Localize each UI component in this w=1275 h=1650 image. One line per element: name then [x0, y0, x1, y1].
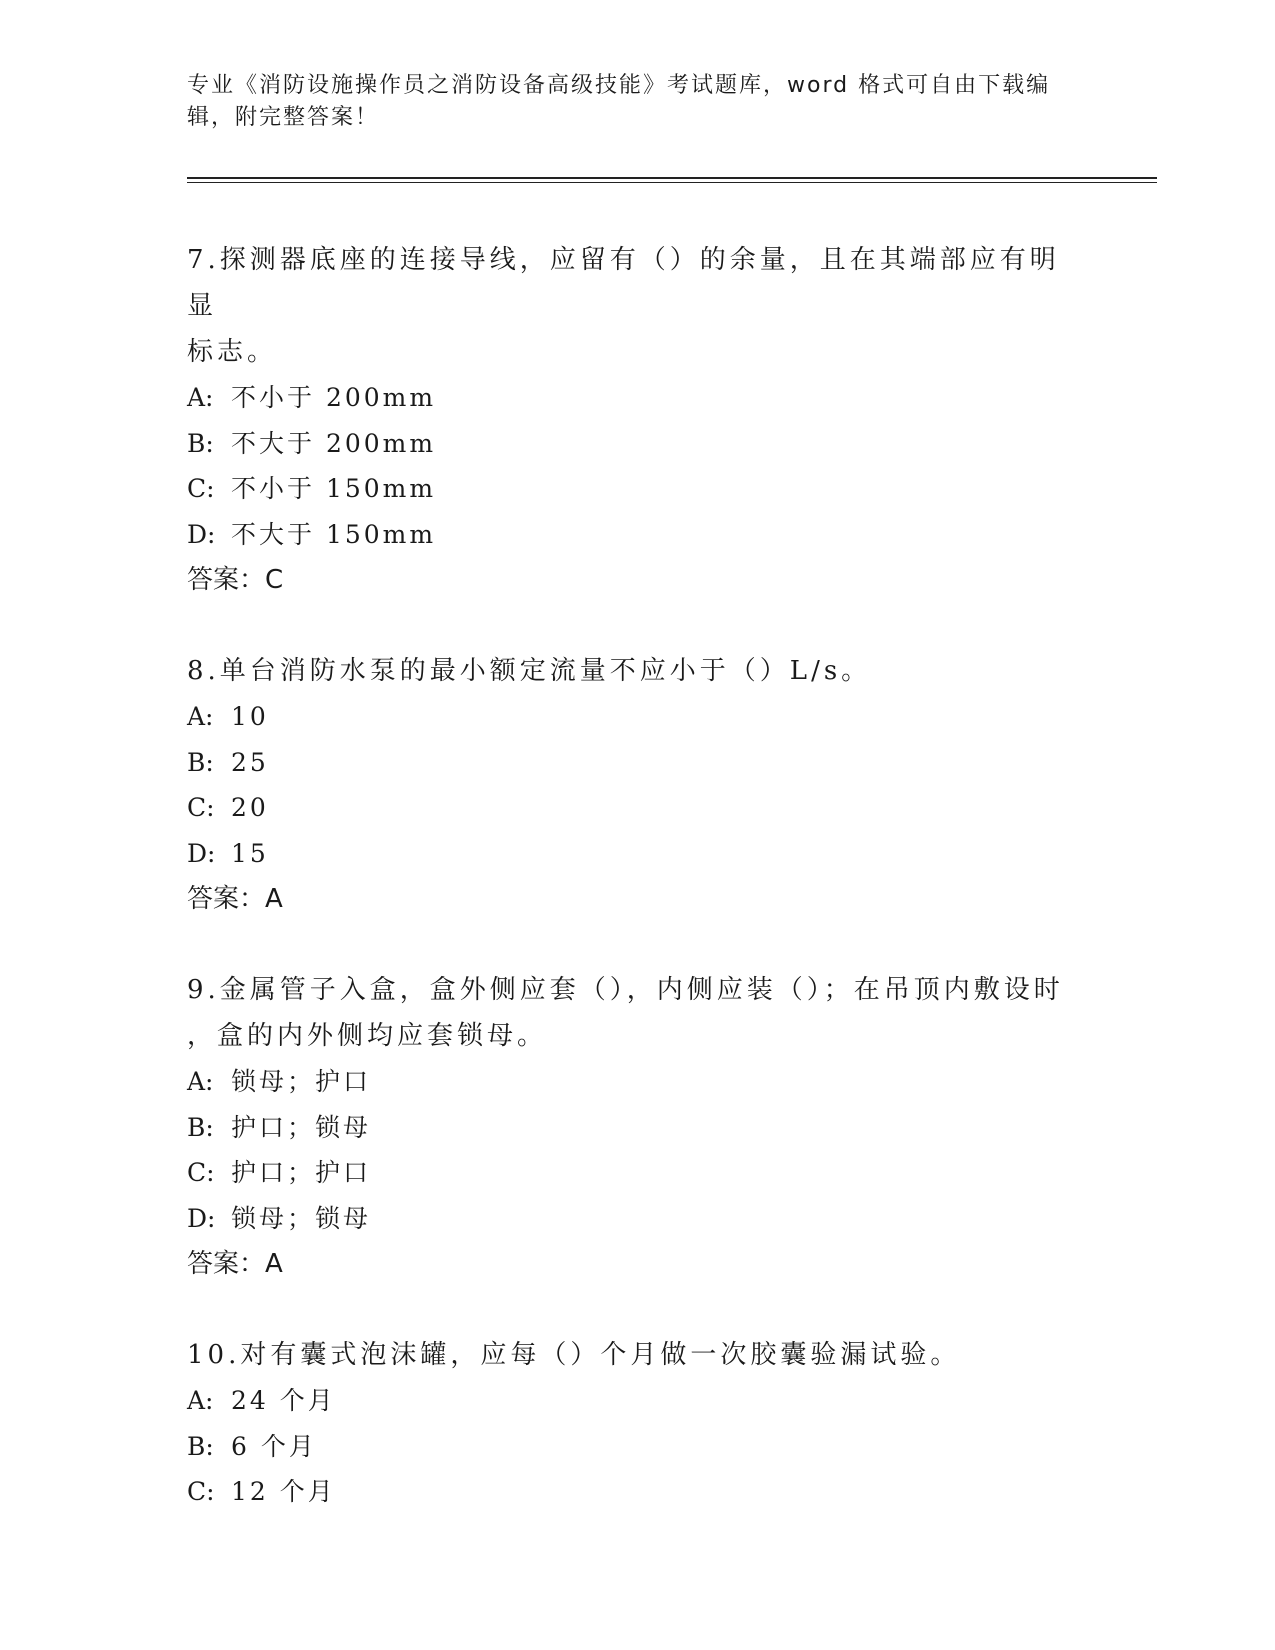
option-text: 不小于 200mm — [231, 383, 437, 412]
option-text: 不小于 150mm — [231, 474, 437, 503]
question-stem — [187, 1332, 1087, 1378]
option-c — [187, 466, 1087, 512]
answer: 答案：C — [187, 565, 284, 595]
option-c — [187, 1469, 1087, 1515]
option-key: D: — [187, 838, 216, 868]
option-text: 25 — [231, 747, 269, 777]
option-key: A: — [187, 1386, 214, 1415]
option-c — [187, 785, 1087, 831]
question-7 — [187, 237, 1087, 603]
question-stem — [187, 237, 1087, 375]
option-key: B: — [187, 1112, 214, 1142]
option-b — [187, 1105, 1087, 1151]
question-stem-line: 8.单台消防水泵的最小额定流量不应小于（）L/s。 — [187, 656, 872, 686]
option-key: C: — [187, 1477, 215, 1506]
question-stem-line: 7.探测器底座的连接导线，应留有（）的余量，且在其端部应有明显 — [187, 245, 1060, 321]
option-key: D: — [187, 519, 216, 549]
option-text: 护口；锁母 — [231, 1112, 372, 1142]
header-rule-thin — [187, 182, 1157, 183]
option-key: A: — [187, 1067, 214, 1096]
question-list — [187, 237, 1087, 1560]
question-stem-line: 10.对有囊式泡沫罐，应每（）个月做一次胶囊验漏试验。 — [187, 1340, 961, 1370]
question-stem-line: 标志。 — [187, 337, 278, 367]
option-key: A: — [187, 702, 214, 731]
question-stem-line: 9.金属管子入盒，盒外侧应套（），内侧应装（）；在吊顶内敷设时 — [187, 975, 1064, 1005]
option-text: 15 — [231, 838, 269, 868]
option-key: C: — [187, 793, 215, 822]
option-a — [187, 1059, 1087, 1105]
header-rule-thick — [187, 177, 1157, 179]
question-stem — [187, 648, 1087, 694]
option-d — [187, 831, 1087, 877]
option-a — [187, 694, 1087, 740]
question-8 — [187, 648, 1087, 922]
option-key: B: — [187, 1431, 214, 1461]
option-b — [187, 421, 1087, 467]
option-key: D: — [187, 1203, 216, 1233]
option-key: B: — [187, 747, 214, 777]
option-text: 不大于 150mm — [231, 519, 437, 549]
answer: 答案：A — [187, 884, 283, 914]
option-text: 6 个月 — [231, 1431, 317, 1461]
option-a — [187, 1378, 1087, 1424]
option-d — [187, 512, 1087, 558]
option-text: 锁母；锁母 — [231, 1203, 372, 1233]
option-c — [187, 1150, 1087, 1196]
option-b — [187, 740, 1087, 786]
option-text: 24 个月 — [231, 1386, 336, 1415]
answer: 答案：A — [187, 1249, 283, 1279]
option-text: 12 个月 — [231, 1477, 336, 1506]
header-line-2: 辑，附完整答案！ — [187, 105, 380, 130]
header-line-1: 专业《消防设施操作员之消防设备高级技能》考试题库，word 格式可自由下载编 — [187, 73, 1051, 98]
option-b — [187, 1424, 1087, 1470]
option-text: 护口；护口 — [231, 1158, 372, 1187]
option-d — [187, 1196, 1087, 1242]
question-9 — [187, 967, 1087, 1287]
option-text: 10 — [231, 702, 269, 731]
option-key: C: — [187, 474, 215, 503]
option-text: 锁母；护口 — [231, 1067, 372, 1096]
question-10 — [187, 1332, 1087, 1515]
question-stem — [187, 967, 1087, 1059]
option-a — [187, 375, 1087, 421]
option-text: 不大于 200mm — [231, 428, 437, 458]
option-text: 20 — [231, 793, 269, 822]
question-stem-line: ，盒的内外侧均应套锁母。 — [187, 1021, 548, 1051]
option-key: A: — [187, 383, 214, 412]
option-key: B: — [187, 428, 214, 458]
option-key: C: — [187, 1158, 215, 1187]
document-header — [187, 70, 1067, 134]
